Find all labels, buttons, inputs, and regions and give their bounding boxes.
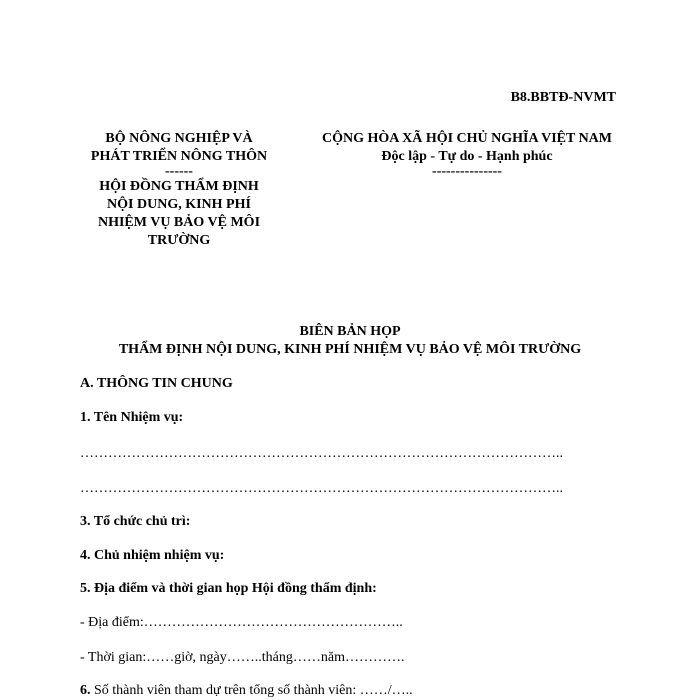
title-line-2: THẨM ĐỊNH NỘI DUNG, KINH PHÍ NHIỆM VỤ BẢO VỆ MÔI TRƯỜNG bbox=[118, 342, 582, 357]
ministry-line-2: PHÁT TRIỂN NÔNG THÔN bbox=[90, 149, 268, 164]
item-host-organization: 3. Tổ chức chủ trì: bbox=[80, 514, 191, 529]
meeting-location: - Địa điểm:……………………………………………….. bbox=[80, 615, 403, 630]
item-attendance-number: 6. bbox=[80, 683, 91, 698]
national-motto: Độc lập - Tự do - Hạnh phúc bbox=[381, 149, 553, 164]
council-line-4: TRƯỜNG bbox=[147, 233, 211, 248]
ministry-line-1: BỘ NÔNG NGHIỆP VÀ bbox=[105, 131, 253, 146]
document-title bbox=[0, 323, 700, 359]
meeting-time: - Thời gian:……giờ, ngày……..tháng……năm…………. bbox=[80, 650, 405, 665]
section-a-heading: A. THÔNG TIN CHUNG bbox=[80, 376, 233, 391]
dotted-line-2: ………………………………………………………………………………………….. bbox=[80, 481, 563, 496]
document-code: B8.BBTĐ-NVMT bbox=[510, 90, 616, 105]
item-attendance-text: Số thành viên tham dự trên tổng số thành viên: ……/….. bbox=[90, 683, 413, 698]
dotted-line-1: ………………………………………………………………………………………….. bbox=[80, 446, 563, 461]
left-divider: ------ bbox=[165, 164, 193, 179]
item-meeting-place-time: 5. Địa điểm và thời gian họp Hội đồng thẩm định: bbox=[80, 581, 377, 596]
national-header bbox=[290, 130, 644, 178]
council-line-2: NỘI DUNG, KINH PHÍ bbox=[107, 197, 251, 212]
country-name: CỘNG HÒA XÃ HỘI CHỦ NGHĨA VIỆT NAM bbox=[321, 131, 612, 146]
council-line-1: HỘI ĐỒNG THẨM ĐỊNH bbox=[99, 179, 259, 194]
item-attendance bbox=[80, 683, 413, 699]
right-divider: --------------- bbox=[432, 164, 502, 179]
item-task-name: 1. Tên Nhiệm vụ: bbox=[80, 410, 184, 425]
issuing-agency-header bbox=[70, 130, 288, 250]
item-task-leader: 4. Chủ nhiệm nhiệm vụ: bbox=[80, 548, 225, 563]
council-line-3: NHIỆM VỤ BẢO VỆ MÔI bbox=[97, 215, 261, 230]
title-line-1: BIÊN BẢN HỌP bbox=[299, 324, 401, 339]
